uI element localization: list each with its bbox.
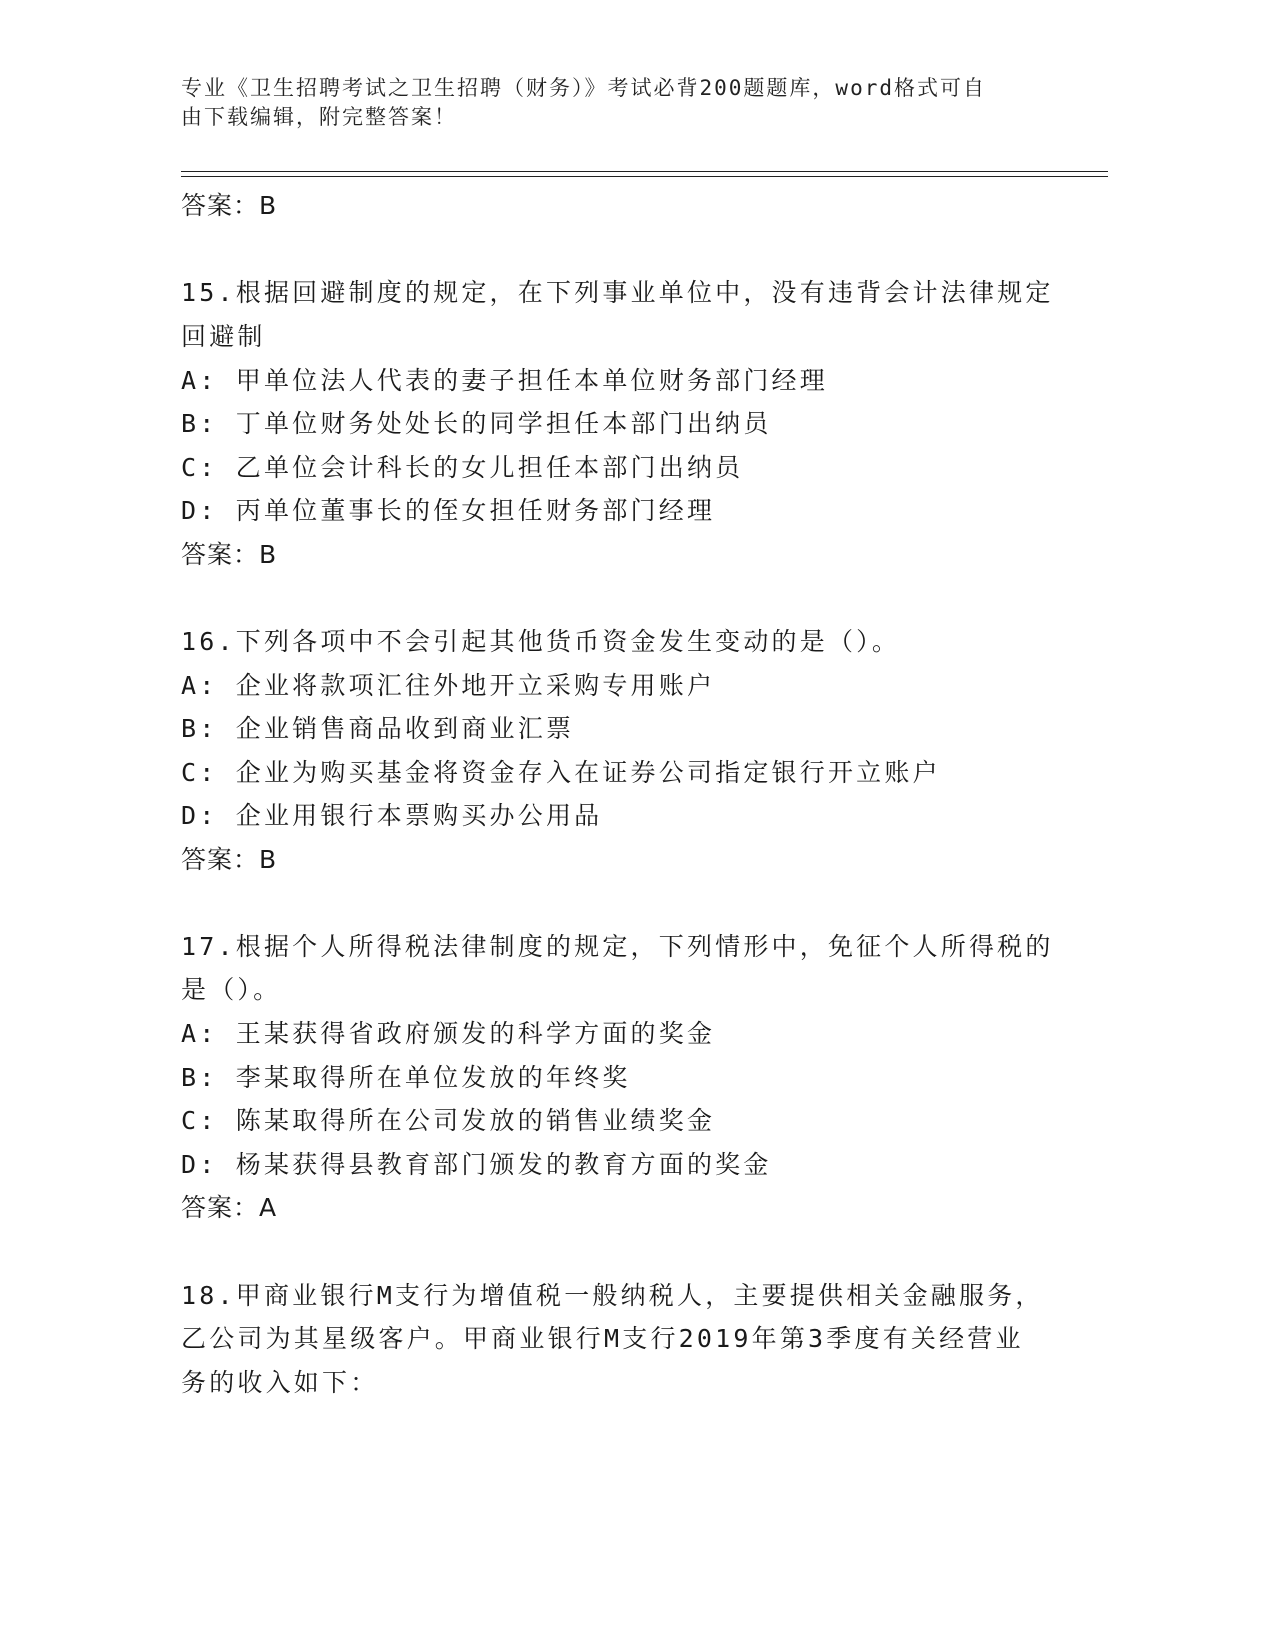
question-15-answer: 答案：B — [181, 540, 278, 569]
question-17-option-d: D: 杨某获得县教育部门颁发的教育方面的奖金 — [181, 1150, 772, 1179]
question-15-option-d: D: 丙单位董事长的侄女担任财务部门经理 — [181, 496, 716, 525]
question-17-option-a: A: 王某获得省政府颁发的科学方面的奖金 — [181, 1019, 716, 1048]
question-18-stem-line-1: 18.甲商业银行M支行为增值税一般纳税人，主要提供相关金融服务， — [181, 1281, 1044, 1310]
question-16-option-b: B: 企业销售商品收到商业汇票 — [181, 714, 575, 743]
question-16-stem-line-1: 16.下列各项中不会引起其他货币资金发生变动的是（）。 — [181, 627, 901, 656]
question-15-stem-line-1: 15.根据回避制度的规定，在下列事业单位中，没有违背会计法律规定 — [181, 278, 1054, 307]
question-15-option-a: A: 甲单位法人代表的妻子担任本单位财务部门经理 — [181, 366, 828, 395]
question-17-option-b: B: 李某取得所在单位发放的年终奖 — [181, 1063, 631, 1092]
question-18-stem-line-3: 务的收入如下： — [181, 1368, 379, 1397]
question-15-stem-line-2: 回避制 — [181, 322, 266, 351]
question-17-stem-line-1: 17.根据个人所得税法律制度的规定，下列情形中，免征个人所得税的 — [181, 932, 1054, 961]
question-16-answer: 答案：B — [181, 845, 278, 874]
question-16-option-d: D: 企业用银行本票购买办公用品 — [181, 801, 603, 830]
question-17-option-c: C: 陈某取得所在公司发放的销售业绩奖金 — [181, 1106, 716, 1135]
document-header — [181, 74, 1041, 132]
header-line-1: 专业《卫生招聘考试之卫生招聘（财务）》考试必背200题题库，word格式可自 — [181, 76, 986, 100]
header-line-2: 由下载编辑，附完整答案！ — [181, 105, 457, 129]
question-17-answer: 答案：A — [181, 1193, 278, 1222]
question-15-option-c: C: 乙单位会计科长的女儿担任本部门出纳员 — [181, 453, 744, 482]
question-15-option-b: B: 丁单位财务处处长的同学担任本部门出纳员 — [181, 409, 772, 438]
question-17-stem-line-2: 是（）。 — [181, 975, 282, 1004]
header-divider-top — [181, 171, 1108, 172]
question-16-option-c: C: 企业为购买基金将资金存入在证券公司指定银行开立账户 — [181, 758, 941, 787]
question-16-option-a: A: 企业将款项汇往外地开立采购专用账户 — [181, 671, 716, 700]
header-divider-bottom — [181, 176, 1108, 177]
previous-question-answer: 答案：B — [181, 191, 278, 220]
question-18-stem-line-2: 乙公司为其星级客户。甲商业银行M支行2019年第3季度有关经营业 — [181, 1324, 1024, 1353]
